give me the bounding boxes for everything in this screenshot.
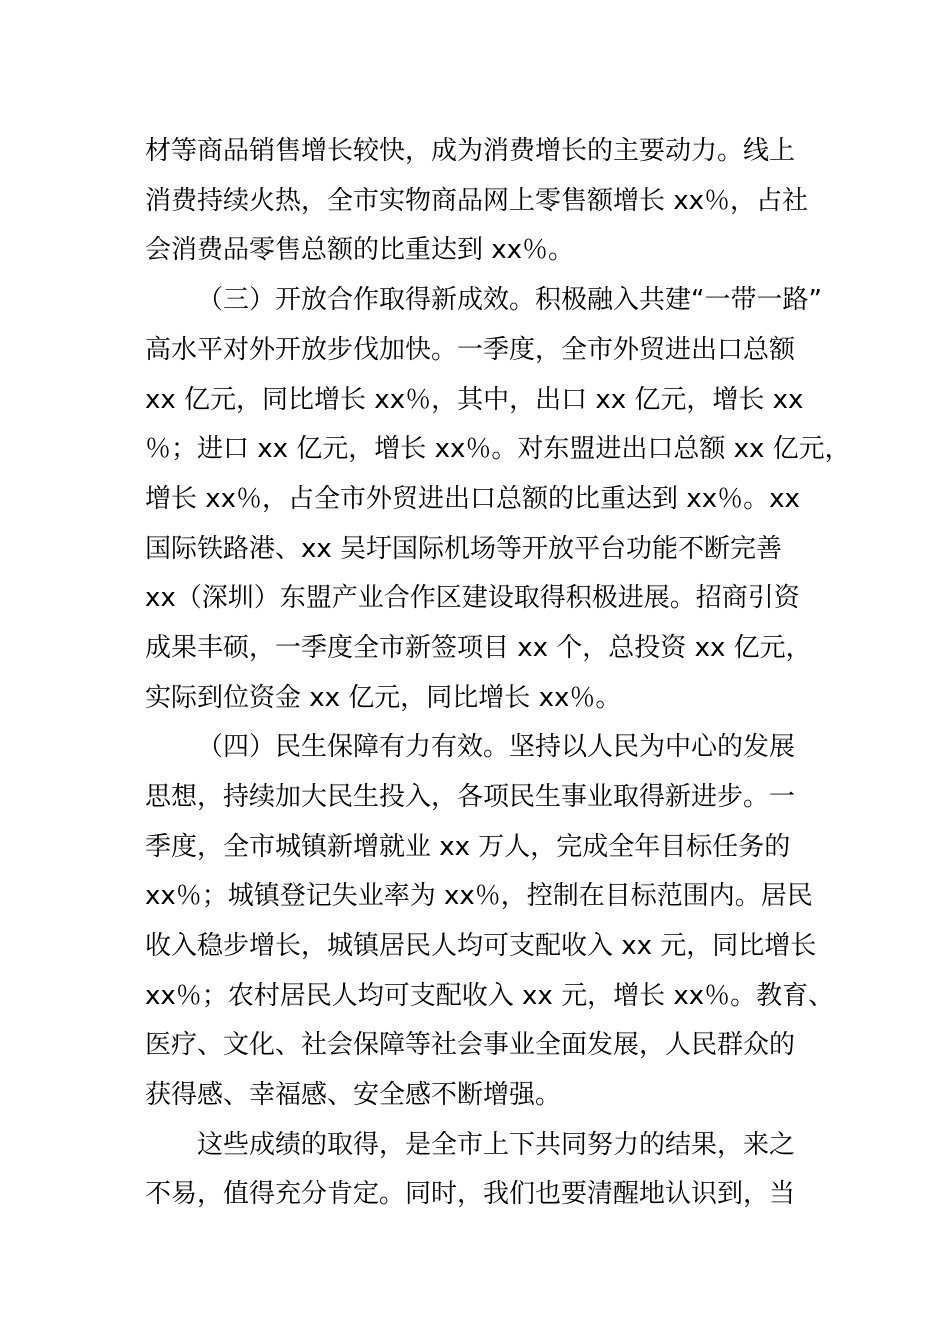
text-line: 增长 xx％，占全市外贸进出口总额的比重达到 xx％。xx [145,484,800,514]
paragraph-start-line: 这些成绩的取得，是全市上下共同努力的结果，来之 [197,1130,796,1160]
text-line: 成果丰硕，一季度全市新签项目 xx 个，总投资 xx 亿元， [145,633,812,663]
text-line: 收入稳步增长，城镇居民人均可支配收入 xx 元，同比增长 [145,931,817,961]
text-line: 实际到位资金 xx 亿元，同比增长 xx％。 [145,683,622,713]
text-line: 医疗、文化、社会保障等社会事业全面发展，人民群众的 [145,1030,796,1060]
text-line: 高水平对外开放步伐加快。一季度，全市外贸进出口总额 [145,335,796,365]
text-line: xx％；城镇登记失业率为 xx％，控制在目标范围内。居民 [145,881,813,911]
text-line: 消费持续火热，全市实物商品网上零售额增长 xx％，占社 [145,186,809,216]
text-line: 国际铁路港、xx 吴圩国际机场等开放平台功能不断完善 [145,534,783,564]
text-line: 思想，持续加大民生投入，各项民生事业取得新进步。一 [145,782,796,812]
text-line: 季度，全市城镇新增就业 xx 万人，完成全年目标任务的 [145,832,791,862]
text-line: 会消费品零售总额的比重达到 xx％。 [145,235,575,265]
section-four-heading-line: （四）民生保障有力有效。坚持以人民为中心的发展 [197,732,796,762]
text-line: ％；进口 xx 亿元，增长 xx％。对东盟进出口总额 xx 亿元， [145,434,851,464]
section-three-heading-line: （三）开放合作取得新成效。积极融入共建“一带一路” [197,285,822,315]
text-line: xx 亿元，同比增长 xx％，其中，出口 xx 亿元，增长 xx [145,385,804,415]
text-line: xx（深圳）东盟产业合作区建设取得积极进展。招商引资 [145,583,800,613]
text-line: 不易，值得充分肯定。同时，我们也要清醒地认识到，当 [145,1179,796,1209]
text-line: xx％；农村居民人均可支配收入 xx 元，增长 xx％。教育、 [145,981,835,1011]
text-line: 材等商品销售增长较快，成为消费增长的主要动力。线上 [145,136,796,166]
text-line: 获得感、幸福感、安全感不断增强。 [145,1080,562,1110]
